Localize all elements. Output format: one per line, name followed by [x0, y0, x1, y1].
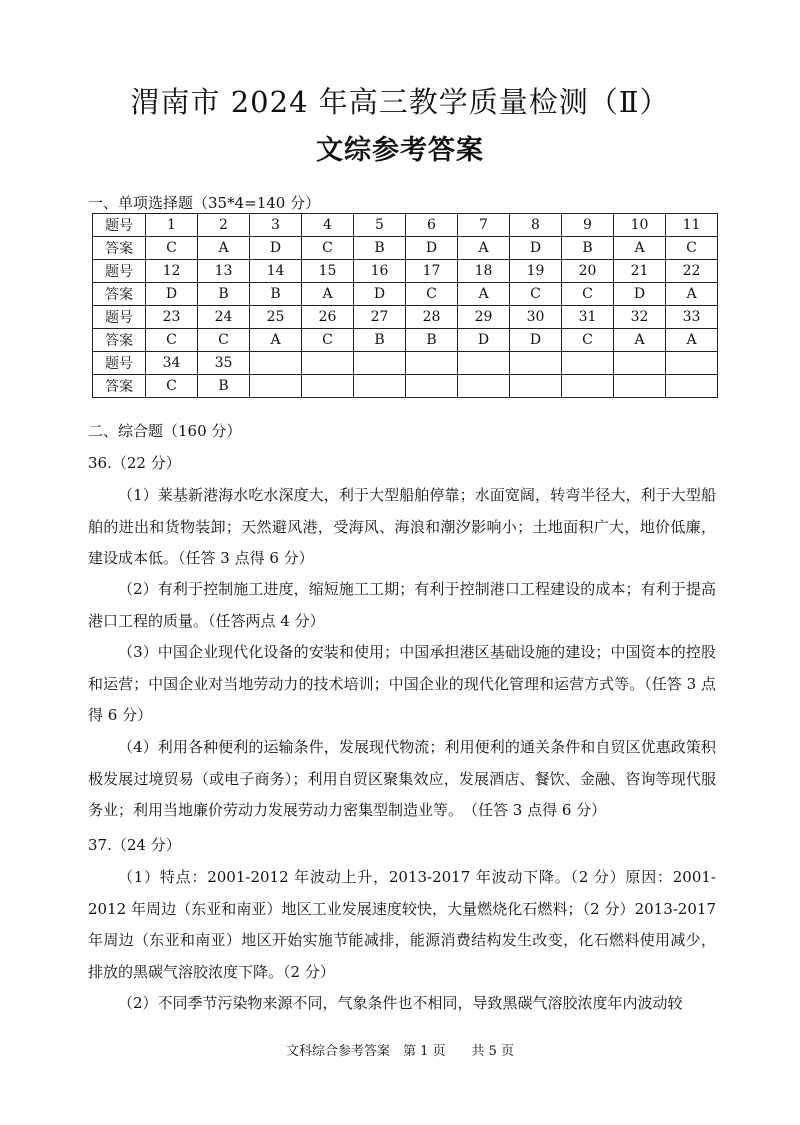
- answer-cell: B: [198, 283, 250, 306]
- question-number-cell: 21: [614, 260, 666, 283]
- question-number-cell: [250, 352, 302, 375]
- question-number-cell: 5: [354, 214, 406, 237]
- answer-row: [93, 283, 718, 306]
- question-number-row: [93, 260, 718, 283]
- answer-cell: B: [406, 329, 458, 352]
- answer-cell: B: [354, 237, 406, 260]
- question-number-cell: 31: [562, 306, 614, 329]
- answer-cell: [510, 375, 562, 398]
- q37-part1: （1）特点：2001-2012 年波动上升，2013-2017 年波动下降。（2 分）原因：2001-2012 年周边（东亚和南亚）地区工业发展速度较快，大量燃烧化石燃料；（2 分）2013-2017 年周边（东亚和南亚）地区开始实施节能减排，能源消费结构发生改变，化石燃料使用减少，排放的黑碳气溶胶浓度下降。（2 分）: [88, 868, 716, 981]
- question-number-cell: [406, 352, 458, 375]
- answer-cell: [562, 375, 614, 398]
- answer-row-label: 答案: [93, 329, 146, 352]
- question-number-row: [93, 214, 718, 237]
- question-number-row-label: 题号: [93, 260, 146, 283]
- question-number-cell: [354, 352, 406, 375]
- question-number-cell: 35: [198, 352, 250, 375]
- section2-heading: 二、综合题（160 分）: [88, 422, 242, 440]
- question-number-cell: [510, 352, 562, 375]
- question-number-cell: 7: [458, 214, 510, 237]
- answer-cell: C: [302, 237, 354, 260]
- answer-cell: C: [146, 329, 198, 352]
- question-number-row: [93, 352, 718, 375]
- answer-cell: D: [406, 237, 458, 260]
- answer-cell: A: [302, 283, 354, 306]
- section1-heading: 一、单项选择题（35*4=140 分）: [88, 194, 321, 212]
- question-number-cell: 4: [302, 214, 354, 237]
- question-number-cell: 16: [354, 260, 406, 283]
- answer-cell: [458, 375, 510, 398]
- answer-cell: [302, 375, 354, 398]
- answer-row: [93, 237, 718, 260]
- answer-row-label: 答案: [93, 375, 146, 398]
- answer-cell: A: [666, 283, 718, 306]
- q36-part3: （3）中国企业现代化设备的安装和使用；中国承担港区基础设施的建设；中国资本的控股和运营；中国企业对当地劳动力的技术培训；中国企业的现代化管理和运营方式等。（任答 3 点得 6 分）: [88, 643, 716, 724]
- question-number-row-label: 题号: [93, 352, 146, 375]
- q36-part2: （2）有利于控制施工进度，缩短施工工期；有利于控制港口工程建设的成本；有利于提高港口工程的质量。（任答两点 4 分）: [88, 580, 716, 630]
- answer-cell: [614, 375, 666, 398]
- answer-cell: C: [406, 283, 458, 306]
- answer-cell: B: [198, 375, 250, 398]
- answer-cell: D: [146, 283, 198, 306]
- question-number-cell: 32: [614, 306, 666, 329]
- question-number-cell: [666, 352, 718, 375]
- answer-row-label: 答案: [93, 237, 146, 260]
- answer-row-label: 答案: [93, 283, 146, 306]
- question-number-row-label: 题号: [93, 306, 146, 329]
- question-number-cell: 12: [146, 260, 198, 283]
- question-number-cell: 11: [666, 214, 718, 237]
- q37-part2: （2）不同季节污染物来源不同，气象条件也不相同，导致黑碳气溶胶浓度年内波动较: [118, 994, 683, 1012]
- answer-cell: A: [666, 329, 718, 352]
- question-number-cell: [302, 352, 354, 375]
- answer-cell: D: [510, 329, 562, 352]
- question-number-cell: 19: [510, 260, 562, 283]
- question-number-cell: [562, 352, 614, 375]
- answer-row: [93, 329, 718, 352]
- answer-cell: C: [146, 375, 198, 398]
- question-number-cell: 8: [510, 214, 562, 237]
- question-number-cell: 20: [562, 260, 614, 283]
- page-subtitle: 文综参考答案: [316, 135, 484, 166]
- answer-cell: B: [250, 283, 302, 306]
- question-number-cell: 2: [198, 214, 250, 237]
- answer-table: [92, 213, 718, 398]
- question-number-row-label: 题号: [93, 214, 146, 237]
- answer-cell: [354, 375, 406, 398]
- question-number-cell: 10: [614, 214, 666, 237]
- question-number-cell: 33: [666, 306, 718, 329]
- answer-row: [93, 375, 718, 398]
- q36-label: 36.（22 分）: [88, 454, 181, 472]
- answer-cell: C: [562, 329, 614, 352]
- answer-cell: C: [562, 283, 614, 306]
- question-number-cell: 17: [406, 260, 458, 283]
- answer-cell: D: [510, 237, 562, 260]
- question-number-cell: 28: [406, 306, 458, 329]
- question-number-row: [93, 306, 718, 329]
- answer-cell: A: [614, 329, 666, 352]
- answer-cell: [406, 375, 458, 398]
- question-number-cell: 15: [302, 260, 354, 283]
- question-number-cell: 6: [406, 214, 458, 237]
- answer-cell: C: [666, 237, 718, 260]
- question-number-cell: 9: [562, 214, 614, 237]
- q37-label: 37.（24 分）: [88, 836, 181, 854]
- question-number-cell: 1: [146, 214, 198, 237]
- answer-cell: A: [614, 237, 666, 260]
- question-number-cell: 13: [198, 260, 250, 283]
- answer-cell: C: [146, 237, 198, 260]
- q36-part1: （1）莱基新港海水吃水深度大，利于大型船舶停靠；水面宽阔，转弯半径大，利于大型船舶的进出和货物装卸；天然避风港，受海风、海浪和潮汐影响小；土地面积广大，地价低廉，建设成本低。（任答 3 点得 6 分）: [88, 486, 716, 567]
- answer-cell: D: [614, 283, 666, 306]
- question-number-cell: 27: [354, 306, 406, 329]
- question-number-cell: 34: [146, 352, 198, 375]
- answer-cell: B: [562, 237, 614, 260]
- question-number-cell: 14: [250, 260, 302, 283]
- question-number-cell: [614, 352, 666, 375]
- question-number-cell: 25: [250, 306, 302, 329]
- question-number-cell: 30: [510, 306, 562, 329]
- question-number-cell: 3: [250, 214, 302, 237]
- question-number-cell: 22: [666, 260, 718, 283]
- answer-cell: A: [250, 329, 302, 352]
- question-number-cell: 26: [302, 306, 354, 329]
- answer-cell: B: [354, 329, 406, 352]
- answer-cell: C: [302, 329, 354, 352]
- page-footer: 文科综合参考答案 第 1 页 共 5 页: [285, 1044, 515, 1059]
- question-number-cell: 29: [458, 306, 510, 329]
- answer-cell: C: [198, 329, 250, 352]
- answer-cell: A: [458, 283, 510, 306]
- answer-cell: D: [458, 329, 510, 352]
- answer-cell: C: [510, 283, 562, 306]
- page-title: 渭南市 2024 年高三教学质量检测（Ⅱ）: [130, 85, 670, 119]
- answer-cell: A: [458, 237, 510, 260]
- question-number-cell: 23: [146, 306, 198, 329]
- q36-part4: （4）利用各种便利的运输条件，发展现代物流；利用便利的通关条件和自贸区优惠政策积极发展过境贸易（或电子商务）；利用自贸区聚集效应，发展酒店、餐饮、金融、咨询等现代服务业；利用当地廉价劳动力发展劳动力密集型制造业等。 （任答 3 点得 6 分）: [88, 738, 716, 819]
- question-number-cell: 24: [198, 306, 250, 329]
- question-number-cell: [458, 352, 510, 375]
- answer-cell: [250, 375, 302, 398]
- answer-cell: D: [354, 283, 406, 306]
- answer-cell: D: [250, 237, 302, 260]
- answer-cell: A: [198, 237, 250, 260]
- answer-cell: [666, 375, 718, 398]
- question-number-cell: 18: [458, 260, 510, 283]
